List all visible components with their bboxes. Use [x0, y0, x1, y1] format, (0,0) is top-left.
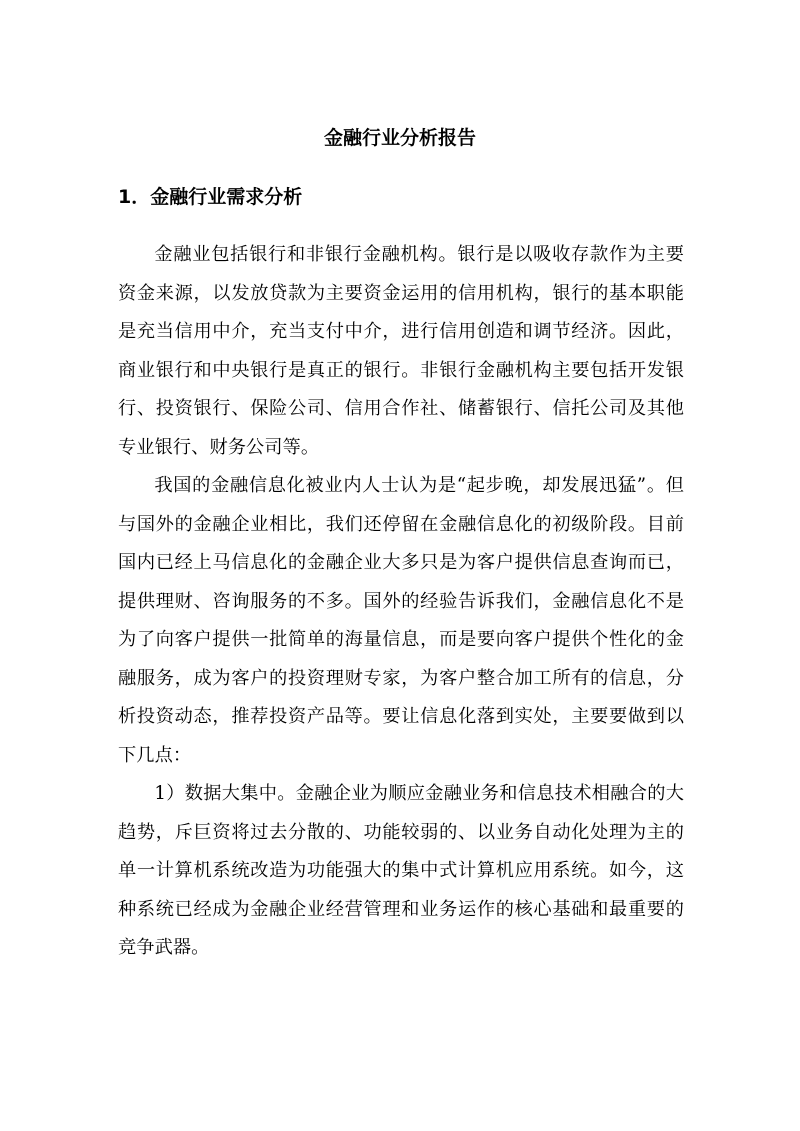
section-heading: 1．金融行业需求分析 [118, 186, 303, 208]
body-text [118, 236, 684, 968]
paragraph-financial-institutions: 金融业包括银行和非银行金融机构。银行是以吸收存款作为主要资金来源，以发放贷款为主要资金运用的信用机构，银行的基本职能是充当信用中介，充当支付中介，进行信用创造和调节经济。因此，商业银行和中央银行是真正的银行。非银行金融机构主要包括开发银行、投资银行、保险公司、信用合作社、储蓄银行、信托公司及其他专业银行、财务公司等。 [118, 244, 684, 458]
paragraph-data-centralization: 1）数据大集中。金融企业为顺应金融业务和信息技术相融合的大趋势，斥巨资将过去分散的、功能较弱的、以业务自动化处理为主的单一计算机系统改造为功能强大的集中式计算机应用系统。如今，这种系统已经成为金融企业经营管理和业务运作的核心基础和最重要的竞争武器。 [118, 783, 684, 958]
paragraph-financial-informatization: 我国的金融信息化被业内人士认为是“起步晚，却发展迅猛”。但与国外的金融企业相比，我们还停留在金融信息化的初级阶段。目前国内已经上马信息化的金融企业大多只是为客户提供信息查询而已，提供理财、咨询服务的不多。国外的经验告诉我们，金融信息化不是为了向客户提供一批简单的海量信息，而是要向客户提供个性化的金融服务，成为客户的投资理财专家，为客户整合加工所有的信息，分析投资动态，推荐投资产品等。要让信息化落到实处，主要要做到以下几点： [118, 475, 684, 766]
document-title: 金融行业分析报告 [323, 127, 476, 149]
